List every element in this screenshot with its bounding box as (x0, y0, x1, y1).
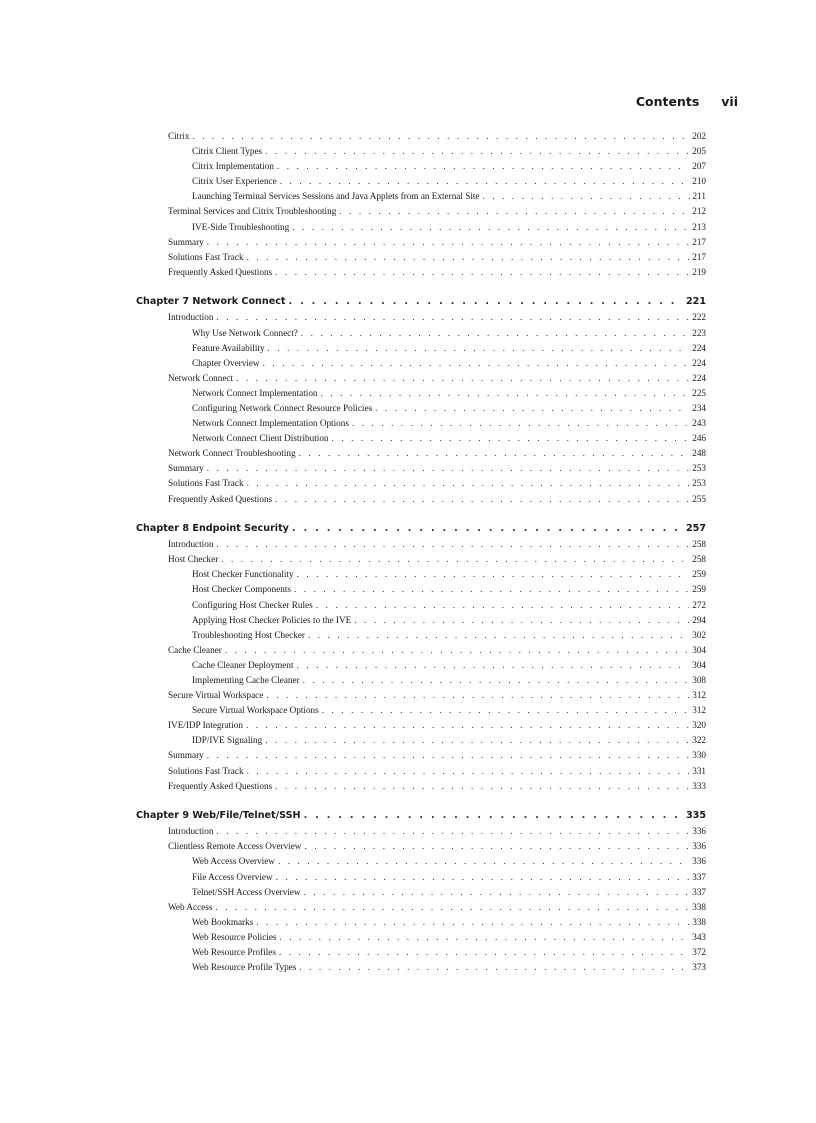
toc-entry[interactable] (136, 204, 706, 219)
toc-entry-title: File Access Overview (192, 871, 273, 882)
toc-entry-page: 343 (692, 931, 706, 942)
toc-entry[interactable] (136, 613, 706, 628)
toc-entry[interactable] (136, 582, 706, 597)
toc-entry-title: Network Connect Implementation Options (192, 418, 349, 429)
toc-entry[interactable] (136, 492, 706, 507)
toc-entry-page: 337 (692, 871, 706, 882)
toc-entry-title: Web Resource Profiles (192, 947, 276, 957)
toc-entry-page: 217 (692, 251, 706, 262)
toc-entry-page: 336 (692, 856, 706, 867)
toc-entry[interactable] (136, 461, 706, 476)
toc-entry-title: Chapter Overview (192, 357, 260, 368)
toc-entry-page: 338 (692, 916, 706, 927)
dot-leader (256, 915, 689, 930)
toc-entry-title: Chapter 9 Web/File/Telnet/SSH (136, 810, 301, 822)
dot-leader (263, 356, 690, 371)
toc-entry[interactable] (136, 658, 706, 673)
dot-leader (247, 476, 690, 491)
toc-entry-page: 225 (692, 387, 706, 398)
toc-entry-title: Solutions Fast Track (168, 251, 244, 262)
toc-entry[interactable] (136, 431, 706, 446)
toc-entry-page: 253 (692, 463, 706, 474)
toc-entry[interactable] (136, 688, 706, 703)
toc-entry-page: 272 (692, 599, 706, 610)
toc-entry-page: 320 (692, 720, 706, 731)
dot-leader (292, 220, 689, 235)
dot-leader (301, 326, 689, 341)
toc-entry-page: 224 (692, 342, 706, 353)
toc-entry-title: Terminal Services and Citrix Troubleshooting (168, 206, 337, 217)
dot-leader (297, 567, 690, 582)
dot-leader (216, 537, 689, 552)
toc-entry-page: 234 (692, 403, 706, 413)
dot-leader (304, 839, 689, 854)
toc-entry-title: Launching Terminal Services Sessions and Java Applets from an External Site (192, 191, 480, 202)
toc-entry-page: 304 (692, 659, 706, 670)
toc-entry-title: Frequently Asked Questions (168, 780, 273, 791)
toc-entry-title: Why Use Network Connect? (192, 327, 298, 338)
toc-entry[interactable] (136, 537, 706, 552)
dot-leader (207, 461, 689, 476)
toc-entry[interactable] (136, 764, 706, 779)
toc-entry[interactable] (136, 552, 706, 567)
toc-entry[interactable] (136, 174, 706, 189)
toc-entry-title: Host Checker Components (192, 584, 292, 595)
chapter-gap (136, 794, 706, 809)
chapter-gap (136, 280, 706, 295)
toc-entry-page: 224 (692, 357, 706, 368)
toc-entry[interactable] (136, 265, 706, 280)
toc-entry-title: Citrix (168, 131, 190, 141)
toc-entry[interactable] (136, 310, 706, 325)
dot-leader (246, 718, 689, 733)
dot-leader (304, 885, 690, 900)
toc-entry-page: 331 (692, 765, 706, 776)
toc-entry-title: Chapter 7 Network Connect (136, 296, 286, 308)
toc-entry-page: 211 (692, 191, 706, 202)
toc-entry-title: Network Connect Client Distribution (192, 433, 329, 444)
toc-entry-page: 259 (692, 569, 706, 580)
toc-entry-title: Network Connect Implementation (192, 387, 318, 398)
dot-leader (275, 779, 689, 794)
toc-entry-title: Host Checker Functionality (192, 569, 294, 580)
dot-leader (280, 174, 690, 189)
toc-entry-title: Cache Cleaner (168, 644, 222, 655)
toc-entry[interactable] (136, 356, 706, 371)
header-page-number: vii (721, 94, 738, 109)
toc-entry-page: 333 (692, 780, 706, 791)
toc-entry-title: Citrix Implementation (192, 161, 274, 172)
toc-entry[interactable] (136, 733, 706, 748)
dot-leader (207, 235, 689, 250)
toc-entry-title: Web Bookmarks (192, 916, 254, 927)
toc-entry-page: 212 (692, 206, 706, 217)
dot-leader (299, 446, 690, 461)
toc-entry[interactable] (136, 416, 706, 431)
dot-leader (216, 310, 689, 325)
toc-entry-title: IVE-Side Troubleshooting (192, 221, 290, 232)
toc-entry[interactable] (136, 824, 706, 839)
dot-leader (332, 431, 690, 446)
toc-entry[interactable] (136, 250, 706, 265)
chapter-gap (136, 507, 706, 522)
toc-entry[interactable] (136, 386, 706, 401)
toc-entry-page: 258 (692, 554, 706, 565)
toc-entry[interactable] (136, 870, 706, 885)
toc-entry[interactable] (136, 930, 706, 945)
toc-entry[interactable] (136, 718, 706, 733)
dot-leader (279, 930, 689, 945)
toc-entry-page: 373 (692, 962, 706, 973)
toc-entry[interactable] (136, 476, 706, 491)
toc-entry[interactable] (136, 673, 706, 688)
dot-leader (375, 401, 689, 416)
toc-entry-page: 207 (692, 161, 706, 172)
dot-leader (292, 521, 683, 537)
toc-entry-page: 246 (692, 433, 706, 444)
toc-entry-title: Feature Availability (192, 342, 265, 353)
toc-entry-page: 253 (692, 478, 706, 489)
toc-entry-title: Citrix User Experience (192, 176, 277, 187)
toc-entry-page: 337 (692, 886, 706, 897)
toc-entry-title: Introduction (168, 826, 214, 837)
dot-leader (304, 808, 683, 824)
toc-entry-page: 308 (692, 675, 706, 685)
toc-entry-page: 202 (692, 131, 706, 141)
toc-entry-title: Secure Virtual Workspace (168, 690, 264, 701)
toc-entry[interactable] (136, 401, 706, 416)
dot-leader (289, 294, 683, 310)
toc-entry-page: 312 (692, 705, 706, 716)
toc-entry-title: Configuring Network Connect Resource Policies (192, 403, 373, 413)
dot-leader (268, 341, 690, 356)
toc-entry[interactable] (136, 960, 706, 975)
dot-leader (279, 945, 689, 960)
dot-leader (236, 371, 689, 386)
toc-chapter-entry[interactable] (136, 294, 706, 310)
toc-entry-page: 322 (692, 735, 706, 746)
toc-entry-title: Network Connect (168, 372, 234, 383)
toc-entry-title: Configuring Host Checker Rules (192, 599, 313, 610)
dot-leader (265, 733, 689, 748)
dot-leader (278, 854, 689, 869)
dot-leader (275, 265, 689, 280)
toc-entry-title: Network Connect Troubleshooting (168, 448, 296, 459)
toc-entry[interactable] (136, 341, 706, 356)
toc-entry-page: 221 (685, 296, 706, 308)
dot-leader (339, 204, 689, 219)
dot-leader (322, 703, 690, 718)
dot-leader (483, 189, 690, 204)
dot-leader (297, 658, 690, 673)
dot-leader (216, 824, 689, 839)
header-title: Contents (635, 94, 700, 109)
running-header (636, 94, 738, 109)
toc-entry-title: Host Checker (168, 554, 219, 565)
toc-entry[interactable] (136, 945, 706, 960)
toc-entry[interactable] (136, 703, 706, 718)
toc-entry[interactable] (136, 854, 706, 869)
toc-chapter-entry[interactable] (136, 521, 706, 537)
toc-entry[interactable] (136, 643, 706, 658)
dot-leader (215, 900, 689, 915)
dot-leader (207, 748, 689, 763)
toc-entry[interactable] (136, 371, 706, 386)
dot-leader (321, 386, 690, 401)
toc-entry-page: 372 (692, 947, 706, 957)
toc-entry-page: 248 (692, 448, 706, 459)
toc-entry-page: 335 (685, 810, 706, 822)
toc-entry[interactable] (136, 885, 706, 900)
toc-entry-page: 210 (692, 176, 706, 187)
dot-leader (265, 144, 689, 159)
toc-entry[interactable] (136, 235, 706, 250)
toc-entry-title: Telnet/SSH Access Overview (192, 886, 301, 897)
toc-entry-title: Introduction (168, 539, 214, 550)
toc-entry-page: 338 (692, 901, 706, 912)
dot-leader (294, 582, 689, 597)
toc-entry-page: 255 (692, 493, 706, 504)
toc-entry-page: 312 (692, 690, 706, 701)
toc-entry-title: Summary (168, 463, 204, 474)
toc-entry-title: Implementing Cache Cleaner (192, 675, 300, 685)
toc-entry-page: 336 (692, 841, 706, 852)
toc-entry-title: IDP/IVE Signaling (192, 735, 263, 746)
toc-entry-page: 205 (692, 146, 706, 157)
dot-leader (266, 688, 689, 703)
toc-entry-title: Web Access (168, 901, 213, 912)
dot-leader (308, 628, 689, 643)
dot-leader (225, 643, 689, 658)
toc-entry[interactable] (136, 900, 706, 915)
toc-entry-page: 223 (692, 327, 706, 338)
toc-entry[interactable] (136, 159, 706, 174)
toc-entry-title: Troubleshooting Host Checker (192, 629, 305, 640)
toc-entry-title: Secure Virtual Workspace Options (192, 705, 319, 716)
toc-entry[interactable] (136, 189, 706, 204)
toc-entry-page: 257 (685, 523, 706, 535)
toc-entry-page: 224 (692, 372, 706, 383)
toc-entry-page: 243 (692, 418, 706, 429)
toc-entry-title: Solutions Fast Track (168, 765, 244, 776)
toc-entry[interactable] (136, 144, 706, 159)
toc-entry-title: Summary (168, 750, 204, 761)
dot-leader (303, 673, 690, 688)
dot-leader (316, 598, 690, 613)
toc-entry[interactable] (136, 567, 706, 582)
toc-entry-title: Web Resource Profile Types (192, 962, 297, 973)
toc-entry-title: Chapter 8 Endpoint Security (136, 523, 289, 535)
dot-leader (247, 764, 690, 779)
toc-entry-title: Web Access Overview (192, 856, 275, 867)
toc-entry-page: 336 (692, 826, 706, 837)
toc-entry-page: 217 (692, 236, 706, 247)
toc-entry-title: Cache Cleaner Deployment (192, 659, 294, 670)
toc-entry[interactable] (136, 326, 706, 341)
dot-leader (352, 416, 689, 431)
toc-entry[interactable] (136, 129, 706, 144)
toc-entry-page: 259 (692, 584, 706, 595)
toc-entry-page: 213 (692, 221, 706, 232)
toc-entry-page: 304 (692, 644, 706, 655)
toc-entry-title: Frequently Asked Questions (168, 266, 273, 277)
toc-entry-page: 222 (692, 312, 706, 323)
toc-entry[interactable] (136, 915, 706, 930)
toc-entry-page: 219 (692, 266, 706, 277)
toc-entry[interactable] (136, 748, 706, 763)
dot-leader (354, 613, 689, 628)
toc-entry[interactable] (136, 839, 706, 854)
dot-leader (221, 552, 689, 567)
toc-chapter-entry[interactable] (136, 808, 706, 824)
toc-entry-title: Applying Host Checker Policies to the IVE (192, 614, 352, 625)
toc-entry[interactable] (136, 446, 706, 461)
toc-entry-title: Introduction (168, 312, 214, 323)
toc-entry-title: IVE/IDP Integration (168, 720, 243, 731)
dot-leader (276, 870, 690, 885)
dot-leader (275, 492, 689, 507)
toc-entry-title: Clientless Remote Access Overview (168, 841, 302, 852)
toc-entry[interactable] (136, 220, 706, 235)
table-of-contents (136, 129, 706, 975)
toc-entry-title: Web Resource Policies (192, 931, 277, 942)
toc-entry-page: 330 (692, 750, 706, 761)
toc-entry-page: 294 (692, 614, 706, 625)
toc-entry-title: Citrix Client Types (192, 146, 263, 157)
toc-entry[interactable] (136, 628, 706, 643)
dot-leader (247, 250, 690, 265)
toc-entry[interactable] (136, 779, 706, 794)
dot-leader (299, 960, 689, 975)
toc-entry-title: Summary (168, 236, 204, 247)
toc-entry-page: 302 (692, 629, 706, 640)
dot-leader (192, 129, 689, 144)
toc-entry-title: Frequently Asked Questions (168, 493, 273, 504)
toc-entry-page: 258 (692, 539, 706, 550)
dot-leader (277, 159, 689, 174)
toc-entry[interactable] (136, 598, 706, 613)
toc-entry-title: Solutions Fast Track (168, 478, 244, 489)
